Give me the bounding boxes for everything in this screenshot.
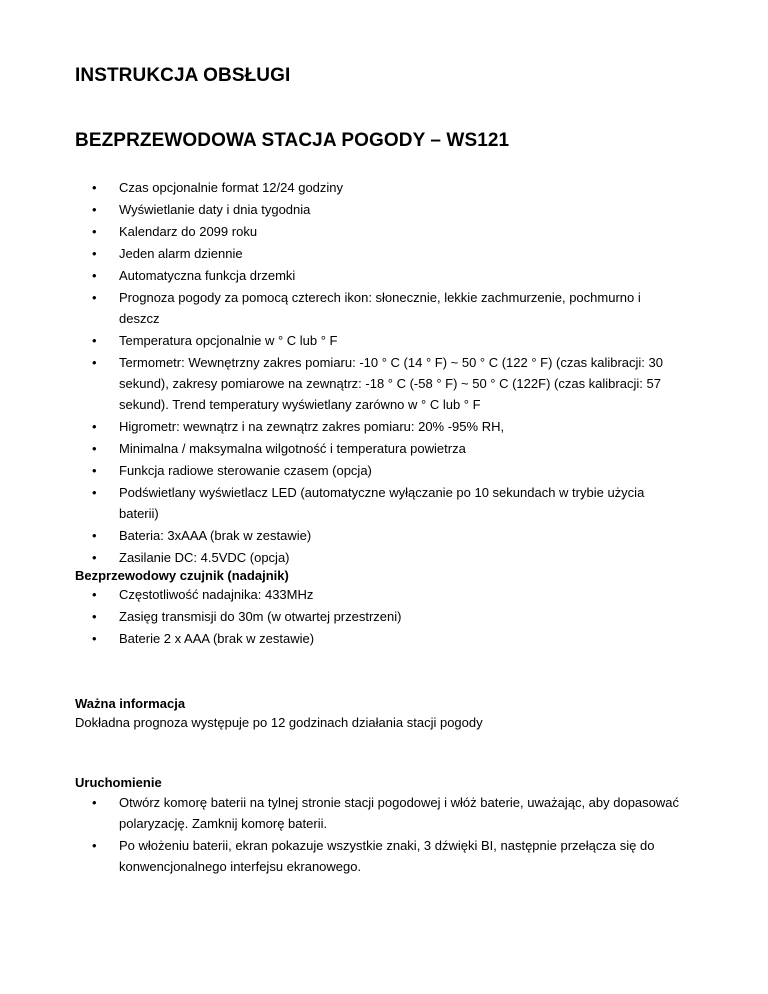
list-item [0,177,679,198]
list-item [0,265,679,286]
list-item [0,835,679,877]
bullet-icon: • [92,463,97,478]
bullet-icon: • [92,528,97,543]
list-item-text: Otwórz komorę baterii na tylnej stronie stacji pogodowej i włóż baterie, uważając, aby dopasować polaryzację. Zamknij komorę baterii. [119,795,680,831]
startup-section-title: Uruchomienie [75,775,162,790]
list-item-text: Higrometr: wewnątrz i na zewnątrz zakres pomiaru: 20% -95% RH, [119,419,505,434]
list-item [0,199,679,220]
list-item-text: Wyświetlanie daty i dnia tygodnia [119,202,311,217]
list-item-text: Zasięg transmisji do 30m (w otwartej przestrzeni) [119,609,402,624]
list-item [0,221,679,242]
bullet-icon: • [92,202,97,217]
list-item-text: Temperatura opcjonalnie w ° C lub ° F [119,333,338,348]
bullet-icon: • [92,631,97,646]
list-item [0,584,679,605]
bullet-icon: • [92,333,97,348]
list-item-text: Termometr: Wewnętrzny zakres pomiaru: -10 ° C (14 ° F) ~ 50 ° C (122 ° F) (czas kalibracji: 30 sekund), zakresy pomiarowe na zewnątrz: -18 ° C (-58 ° F) ~ 50 ° C (122F) (czas kalibracji: 57 sekund). Trend temperatury wyświetlany zarówno w ° C lub ° F [119,355,663,412]
sensor-section-title: Bezprzewodowy czujnik (nadajnik) [75,568,289,583]
document-title: INSTRUKCJA OBSŁUGI [75,65,291,86]
bullet-icon: • [92,355,97,370]
bullet-icon: • [92,246,97,261]
features-list [0,177,679,569]
list-item-text: Podświetlany wyświetlacz LED (automatyczne wyłączanie po 10 sekundach w trybie użycia baterii) [119,485,645,521]
bullet-icon: • [92,290,97,305]
list-item-text: Baterie 2 x AAA (brak w zestawie) [119,631,315,646]
bullet-icon: • [92,838,97,853]
list-item-text: Minimalna / maksymalna wilgotność i temperatura powietrza [119,441,466,456]
list-item-text: Zasilanie DC: 4.5VDC (opcja) [119,550,290,565]
list-item [0,352,679,415]
list-item [0,416,679,437]
list-item-text: Automatyczna funkcja drzemki [119,268,296,283]
bullet-icon: • [92,419,97,434]
product-title: BEZPRZEWODOWA STACJA POGODY – WS121 [75,130,510,151]
list-item [0,525,679,546]
list-item-text: Funkcja radiowe sterowanie czasem (opcja) [119,463,372,478]
list-item [0,330,679,351]
important-text: Dokładna prognoza występuje po 12 godzinach działania stacji pogody [75,715,483,730]
list-item-text: Częstotliwość nadajnika: 433MHz [119,587,314,602]
bullet-icon: • [92,485,97,500]
list-item [0,628,679,649]
bullet-icon: • [92,224,97,239]
list-item [0,460,679,481]
list-item [0,287,679,329]
bullet-icon: • [92,587,97,602]
list-item [0,547,679,568]
list-item [0,482,679,524]
sensor-list [0,584,679,650]
list-item [0,438,679,459]
bullet-icon: • [92,795,97,810]
list-item-text: Jeden alarm dziennie [119,246,243,261]
bullet-icon: • [92,550,97,565]
bullet-icon: • [92,268,97,283]
startup-list [0,792,679,878]
list-item [0,243,679,264]
list-item-text: Czas opcjonalnie format 12/24 godziny [119,180,344,195]
list-item-text: Po włożeniu baterii, ekran pokazuje wszystkie znaki, 3 dźwięki BI, następnie przełącza się do konwencjonalnego interfejsu ekranowego. [119,838,655,874]
list-item-text: Kalendarz do 2099 roku [119,224,258,239]
list-item [0,606,679,627]
bullet-icon: • [92,441,97,456]
list-item-text: Prognoza pogody za pomocą czterech ikon: słonecznie, lekkie zachmurzenie, pochmurno i deszcz [119,290,641,326]
list-item-text: Bateria: 3xAAA (brak w zestawie) [119,528,312,543]
bullet-icon: • [92,609,97,624]
list-item [0,792,679,834]
important-section-title: Ważna informacja [75,696,186,711]
bullet-icon: • [92,180,97,195]
